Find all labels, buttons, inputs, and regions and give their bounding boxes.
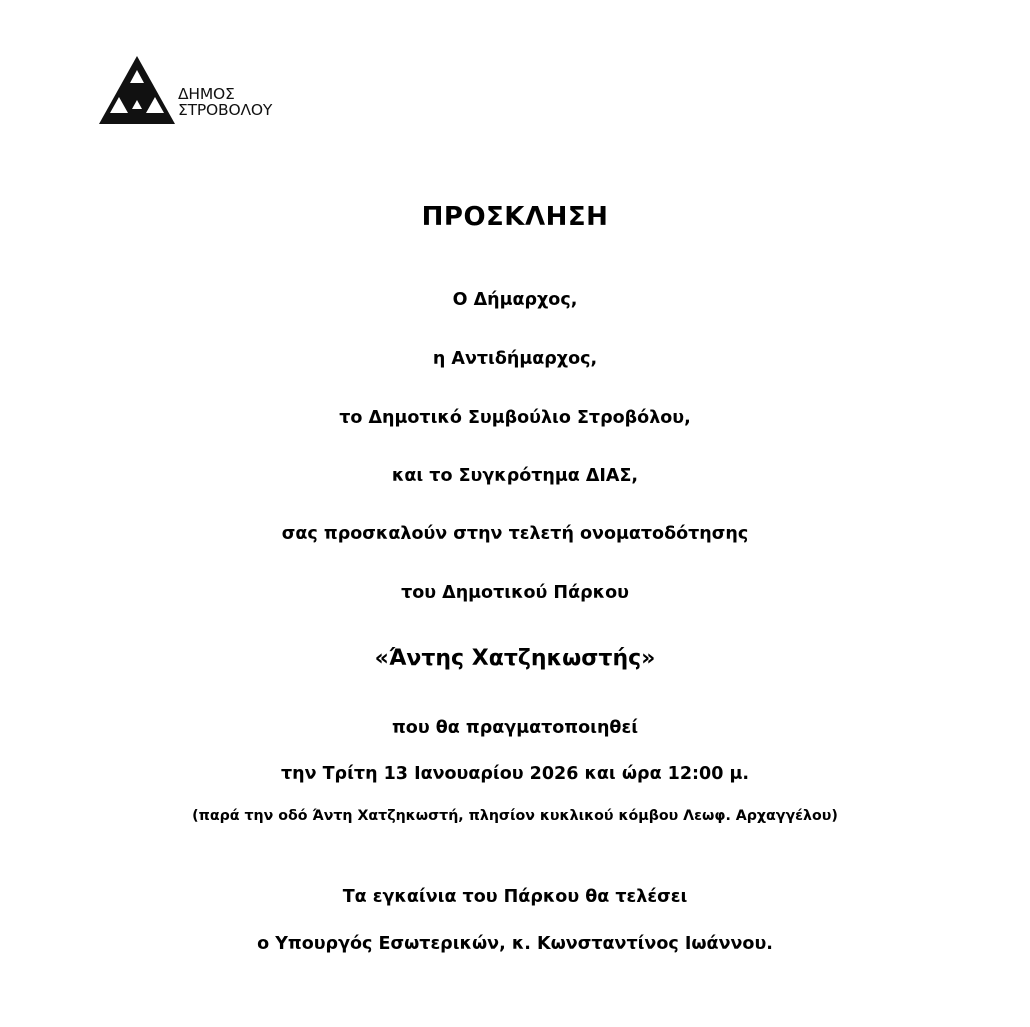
logo-line-2: ΣΤΡΟΒΟΛΟΥ [178,101,273,119]
text-deputy-mayor: η Αντιδήμαρχος, [432,349,598,369]
text-company: και το Συγκρότημα ΔΙΑΣ, [391,466,639,486]
municipality-logo [99,56,299,128]
text-park-of: του Δημοτικού Πάρκου [401,583,629,603]
page-title: ΠΡΟΣΚΛΗΣΗ [421,202,609,232]
text-location: (παρά την οδό Άντη Χατζηκωστή, πλησίον κυκλικού κόμβου Λεωφ. Αρχαγγέλου) [192,808,838,824]
text-invite: σας προσκαλούν στην τελετή ονοματοδότησης [281,524,749,544]
logo-line-1: ΔΗΜΟΣ [178,85,235,103]
triangle-logo-icon [99,56,179,126]
text-date-time: την Τρίτη 13 Ιανουαρίου 2026 και ώρα 12:00 μ. [280,764,750,784]
text-mayor: Ο Δήμαρχος, [452,290,578,310]
park-name: «Άντης Χατζηκωστής» [374,646,656,671]
logo-wordmark [178,86,272,118]
text-will-take-place: που θα πραγματοποιηθεί [391,718,639,738]
text-opening: Τα εγκαίνια του Πάρκου θα τελέσει [342,887,688,907]
text-minister: ο Υπουργός Εσωτερικών, κ. Κωνσταντίνος Ιωάννου. [257,934,773,954]
text-council: το Δημοτικό Συμβούλιο Στροβόλου, [339,408,691,428]
